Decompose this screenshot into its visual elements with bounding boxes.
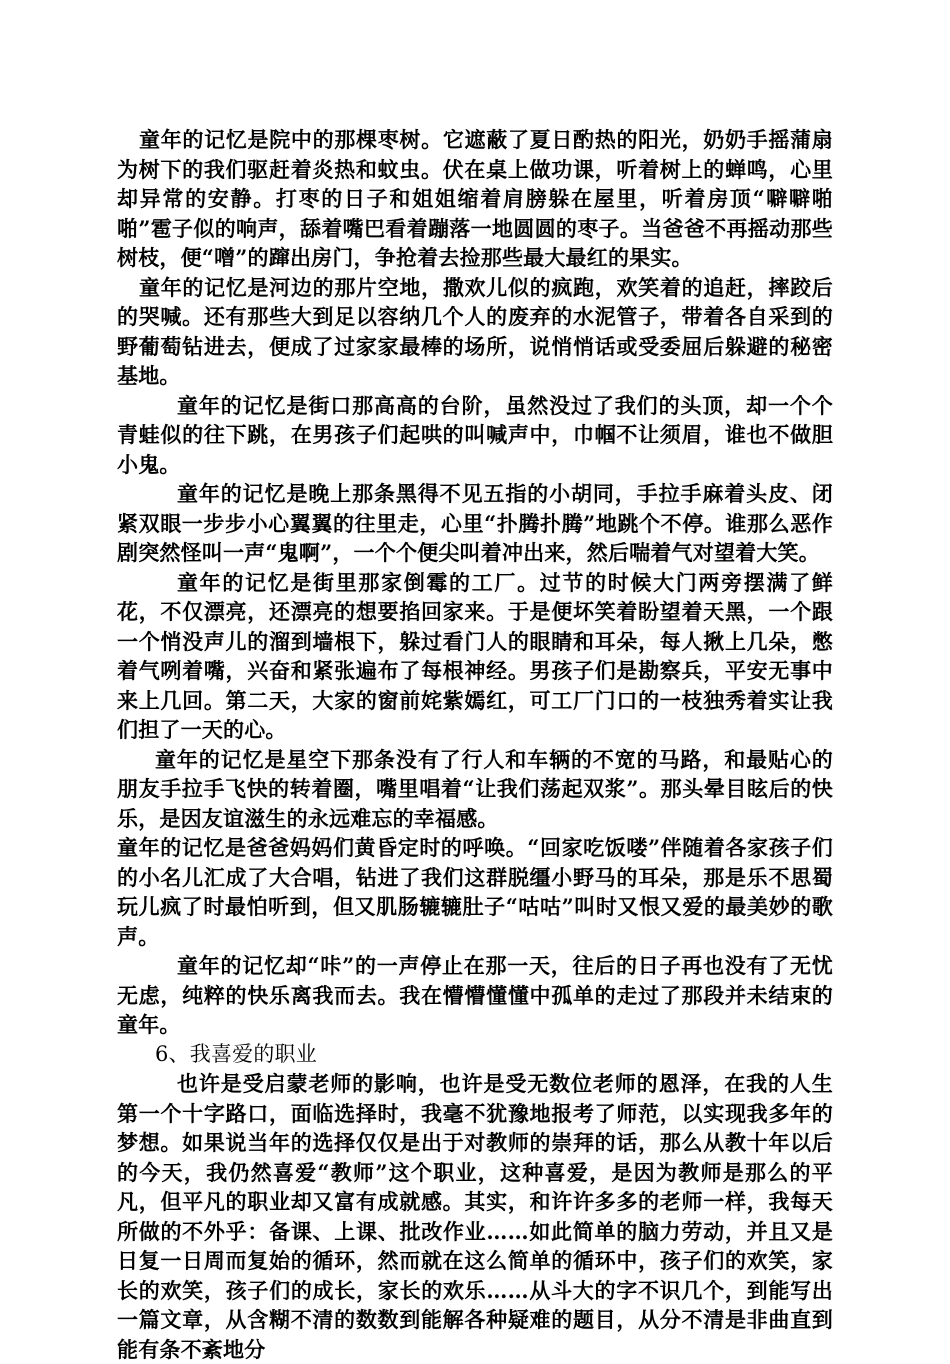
paragraph-riverside: 童年的记忆是河边的那片空地，撒欢儿似的疯跑，欢笑着的追赶，摔跤后的哭喊。还有那些大到足以容纳几个人的废弃的水泥管子，带着各自采到的野葡萄钻进去，便成了过家家最棒的场所，说悄悄话或受委屈后躲避的秘密基地。: [117, 274, 833, 388]
paragraph-steps: 童年的记忆是街口那高高的台阶，虽然没过了我们的头顶，却一个个青蛙似的往下跳，在男孩子们起哄的叫喊声中，巾帼不让须眉，谁也不做胆小鬼。: [117, 392, 833, 477]
paragraph-childhood-end: 童年的记忆却“咔”的一声停止在那一天，往后的日子再也没有了无忧无虑，纯粹的快乐离我而去。我在懵懵懂懂中孤单的走过了那段并未结束的童年。: [117, 953, 833, 1037]
paragraph-jujube-tree: 童年的记忆是院中的那棵枣树。它遮蔽了夏日酌热的阳光，奶奶手摇蒲扇为树下的我们驱赶着炎热和蚊虫。伏在桌上做功课，听着树上的蝉鸣，心里却异常的安静。打枣的日子和姐姐缩着肩膀躲在屋里，听着房顶“噼噼啪啪”雹子似的响声，舔着嘴巴看着蹦落一地圆圆的枣子。当爸爸不再摇动那些树枝，便“噌”的蹿出房门，争抢着去捡那些最大最红的果实。: [117, 127, 833, 270]
paragraph-dinner-call: 童年的记忆是爸爸妈妈们黄昏定时的呼唤。“回家吃饭喽”伴随着各家孩子们的小名儿汇成了大合唱，钻进了我们这群脱缰小野马的耳朵，那是乐不思蜀玩儿疯了时最怕听到，但又肌肠辘辘肚子“咕咕”叫时又恨又爱的最美妙的歌声。: [117, 835, 833, 949]
paragraph-factory: 童年的记忆是街里那家倒霉的工厂。过节的时候大门两旁摆满了鲜花，不仅漂亮，还漂亮的想要掐回家来。于是便坏笑着盼望着天黑，一个跟一个悄没声儿的溜到墙根下，躲过看门人的眼睛和耳朵，每人揪上几朵，憋着气咧着嘴，兴奋和紧张遍布了每根神经。男孩子们是勘察兵，平安无事中来上几回。第二天，大家的窗前姹紫嫣红，可工厂门口的一枝独秀着实让我们担了一天的心。: [117, 569, 833, 742]
paragraph-teaching-career: 也许是受启蒙老师的影响，也许是受无数位老师的恩泽，在我的人生第一个十字路口，面临选择时，我毫不犹豫地报考了师范，以实现我多年的梦想。如果说当年的选择仅仅是出于对教师的崇拜的话，那么从教十年以后的今天，我仍然喜爱“教师”这个职业，这种喜爱，是因为教师是那么的平凡，但平凡的职业却又富有成就感。其实，和许许多多的老师一样，我每天所做的不外乎：备课、上课、批改作业……如此简单的脑力劳动，并且又是日复一日周而复始的循环，然而就在这么简单的循环中，孩子们的欢笑，家长的欢笑，孩子们的成长，家长的欢乐……从斗大的字不识几个，到能写出一篇文章，从含糊不清的数数到能解各种疑难的题目，从分不清是非曲直到能有条不紊地分: [117, 1071, 833, 1362]
paragraph-starry-road: 童年的记忆是星空下那条没有了行人和车辆的不宽的马路，和最贴心的朋友手拉手飞快的转着圈，嘴里唱着“让我们荡起双浆”。那头晕目眩后的快乐，是因友谊滋生的永远难忘的幸福感。: [117, 746, 833, 831]
section-heading: 6、我喜爱的职业: [155, 1041, 317, 1066]
document-body: [117, 125, 833, 1364]
paragraph-alley: 童年的记忆是晚上那条黑得不见五指的小胡同，手拉手麻着头皮、闭紧双眼一步步小心翼翼的往里走，心里“扑腾扑腾”地跳个不停。谁那么恶作剧突然怪叫一声“鬼啊”，一个个便尖叫着冲出来，然后喘着气对望着大笑。: [117, 481, 833, 565]
